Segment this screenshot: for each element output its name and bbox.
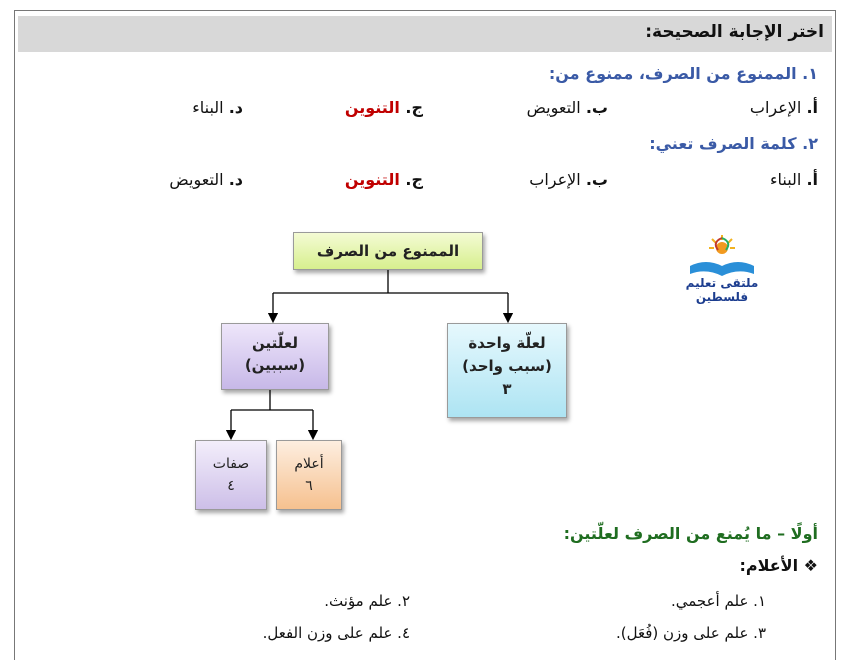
- question-1: ١. الممنوع من الصرف، ممنوع من:: [548, 64, 818, 83]
- q2-option-c: ج. التنوين: [344, 170, 423, 189]
- diamond-bullet-icon: ❖: [803, 556, 818, 575]
- list-item: ٣. علم على وزن (فُعَل).: [616, 624, 766, 642]
- two-causes-subtitle: (سببين): [244, 356, 306, 374]
- two-causes-box: [221, 323, 329, 390]
- q1-option-d: د. البناء: [192, 98, 243, 117]
- one-cause-subtitle: (سبب واحد): [462, 357, 552, 375]
- section-subtitle: ❖ الأعلام:: [739, 556, 818, 575]
- alam-label: أعلام: [294, 456, 324, 472]
- logo-text: ملتقى تعليم فلسطين: [685, 276, 759, 304]
- diagram-root-box: الممنوع من الصرف: [293, 232, 483, 270]
- alam-count: ٦: [305, 478, 313, 494]
- q2-option-b: ب. الإعراب: [529, 170, 608, 189]
- one-cause-count: ٣: [502, 380, 512, 398]
- q2-option-d: د. التعويض: [169, 170, 243, 189]
- sifat-label: صفات: [212, 456, 250, 472]
- one-cause-title: لعلّة واحدة: [468, 334, 546, 352]
- sifat-count: ٤: [227, 478, 235, 494]
- list-item: ٢. علم مؤنث.: [324, 592, 410, 610]
- two-causes-title: لعلّتين: [252, 334, 298, 352]
- sifat-box: [195, 440, 267, 510]
- page-title: اختر الإجابة الصحيحة:: [645, 22, 824, 42]
- list-item: ١. علم أعجمي.: [670, 592, 766, 610]
- list-item: ٤. علم على وزن الفعل.: [262, 624, 410, 642]
- q1-option-a: أ. الإعراب: [749, 98, 818, 117]
- alam-box: [276, 440, 342, 510]
- q2-option-a: أ. البناء: [769, 170, 818, 189]
- q1-option-b: ب. التعويض: [526, 98, 608, 117]
- question-2: ٢. كلمة الصرف تعني:: [649, 134, 818, 153]
- section-title: أولًا – ما يُمنع من الصرف لعلّتين:: [563, 524, 818, 543]
- q1-option-c: ج. التنوين: [344, 98, 423, 117]
- one-cause-box: [447, 323, 567, 418]
